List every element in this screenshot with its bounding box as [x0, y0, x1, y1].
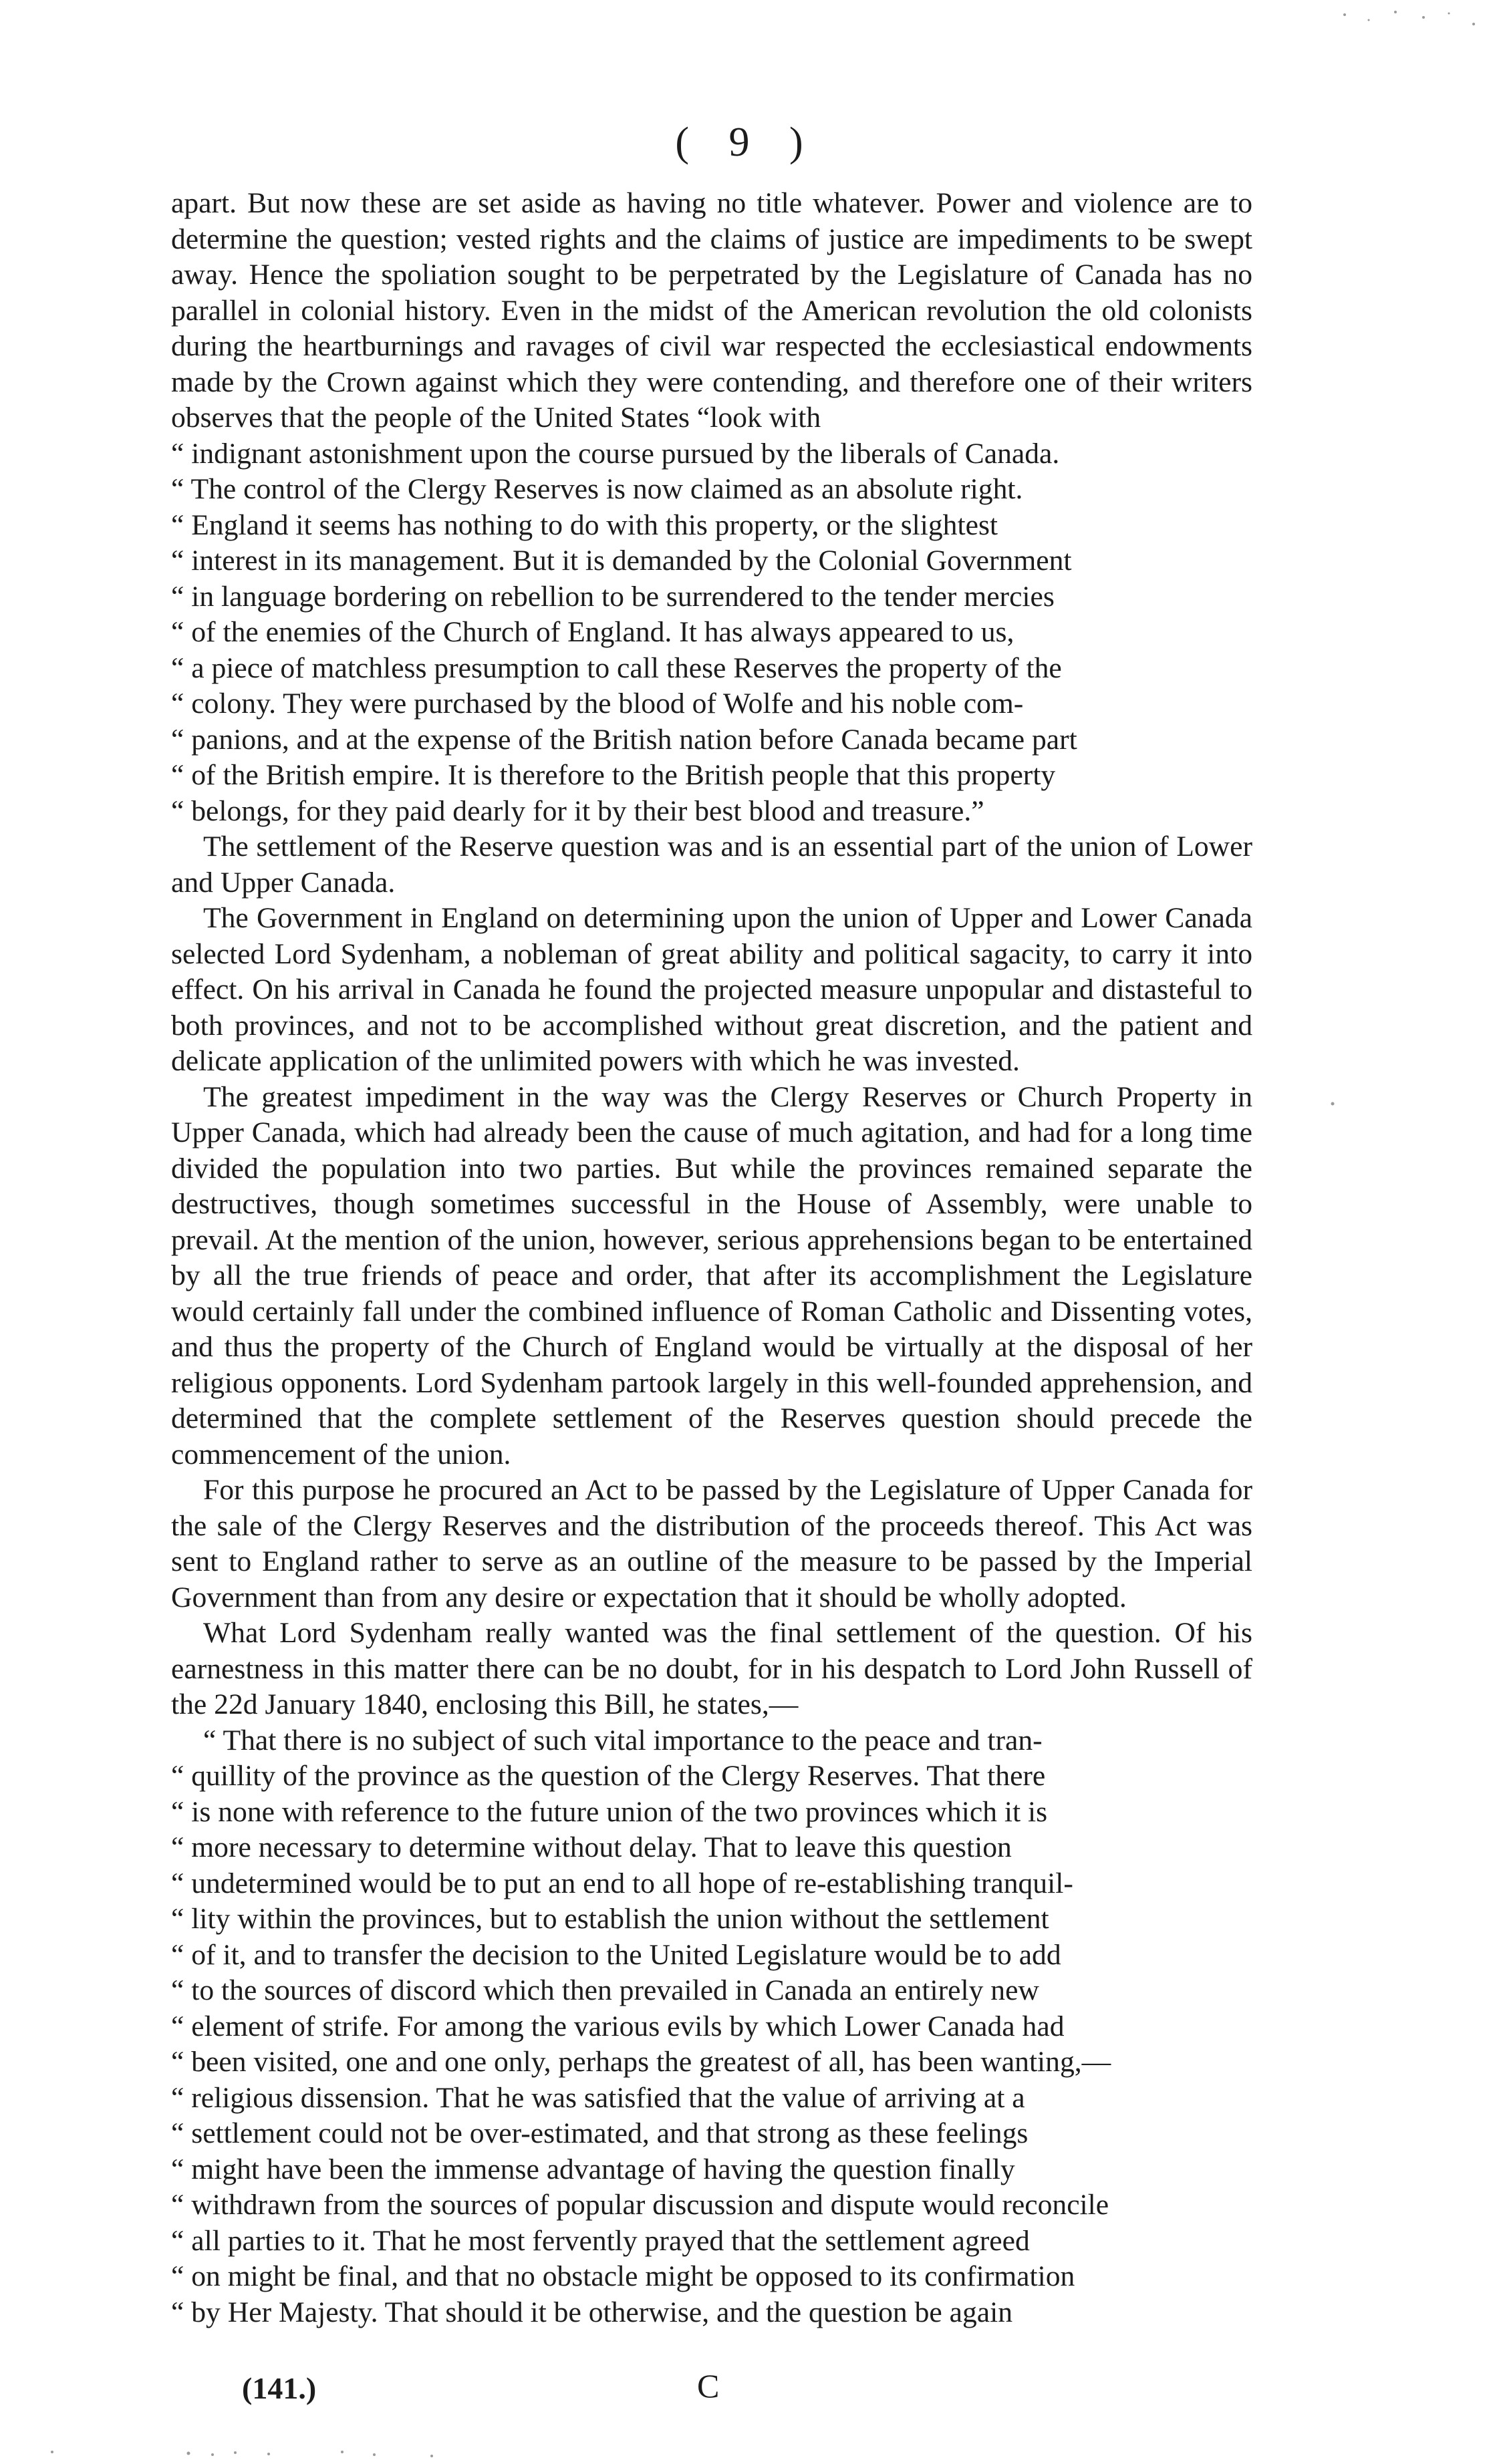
quote-line: “ been visited, one and one only, perhaps the greatest of all, has been wanting,—: [171, 2046, 1111, 2078]
quote-line: “ interest in its management. But it is demanded by the Colonial Government: [171, 545, 1072, 577]
quote-line: “ religious dissension. That he was satisfied that the value of arriving at a: [171, 2081, 1025, 2114]
quote-line: “ belongs, for they paid dearly for it by their best blood and treasure.”: [171, 794, 984, 827]
quote-line: “ colony. They were purchased by the blood of Wolfe and his noble com-: [171, 687, 1024, 720]
quote-line: “ panions, and at the expense of the British nation before Canada became part: [171, 723, 1077, 756]
paragraph-6: What Lord Sydenham really wanted was the final settlement of the question. Of his earnestness in this matter there can be no doubt, for in his despatch to Lord John Russell of the 22d January 1840, enclosing this Bill, he states,—: [171, 1617, 1252, 1720]
quote-line: “ of it, and to transfer the decision to the United Legislature would be to add: [171, 1938, 1061, 1971]
quote-line: “ in language bordering on rebellion to be surrendered to the tender mercies: [171, 580, 1055, 613]
page-number: ( 9 ): [675, 120, 818, 165]
quote-line: “ might have been the immense advantage of having the question finally: [171, 2153, 1015, 2185]
quote-line: “ lity within the provinces, but to establish the union without the settlement: [171, 1903, 1049, 1935]
quote-line: “ England it seems has nothing to do with this property, or the slightest: [171, 508, 998, 541]
quote-line: “ more necessary to determine without delay. That to leave this question: [171, 1831, 1012, 1863]
paragraph-4: The greatest impediment in the way was the Clergy Reserves or Church Property in Upper Canada, which had already been the cause of much agitation, and had for a long time divided the population into two parties. But while the provinces remained separate the destructives, though sometimes successful in the House of Assembly, were unable to prevail. At the mention of the union, however, serious apprehensions began to be entertained by all the true friends of peace and order, that after its accomplishment the Legislature would certainly fall under the combined influence of Roman Catholic and Dissenting votes, and thus the property of the Church of England would be virtually at the disposal of her religious opponents. Lord Sydenham partook largely in this well-founded apprehension, and determined that the complete settlement of the Reserves question should precede the commencement of the union.: [171, 1080, 1252, 1471]
footer-number: (141.): [242, 2371, 317, 2405]
quote-1-opening: “look with: [696, 402, 821, 434]
quote-line: “ on might be final, and that no obstacle might be opposed to its confirmation: [171, 2260, 1075, 2292]
quote-line: “ by Her Majesty. That should it be otherwise, and the question be again: [171, 2296, 1013, 2328]
signature-mark: C: [697, 2367, 720, 2405]
paragraph-3: The Government in England on determining upon the union of Upper and Lower Canada selected Lord Sydenham, a nobleman of great ability and political sagacity, to carry it into effect. On his arrival in Canada he found the projected measure unpopular and distasteful to both provinces, and not to be accomplished without great discretion, and the patient and delicate application of the unlimited powers with which he was invested.: [171, 902, 1252, 1077]
quote-line: “ of the enemies of the Church of England. It has always appeared to us,: [171, 616, 1014, 648]
quote-line: “ of the British empire. It is therefore to the British people that this property: [171, 759, 1056, 791]
quote-line: “ indignant astonishment upon the course pursued by the liberals of Canada.: [171, 437, 1060, 470]
quote-line: “ quillity of the province as the question of the Clergy Reserves. That there: [171, 1760, 1046, 1792]
quote-line: “ withdrawn from the sources of popular discussion and dispute would reconcile: [171, 2189, 1109, 2221]
paragraph-5: For this purpose he procured an Act to be passed by the Legislature of Upper Canada for the sale of the Clergy Reserves and the distribution of the proceeds thereof. This Act was sent to England rather to serve as an outline of the measure to be passed by the Imperial Government than from any desire or expectation that it should be wholly adopted.: [171, 1474, 1252, 1613]
quote-line: “ all parties to it. That he most fervently prayed that the settlement agreed: [171, 2224, 1030, 2257]
quote-line: “ element of strife. For among the various evils by which Lower Canada had: [171, 2010, 1065, 2042]
quote-line: “ That there is no subject of such vital importance to the peace and tran-: [203, 1724, 1043, 1756]
quote-line: “ settlement could not be over-estimated, and that strong as these feelings: [171, 2117, 1029, 2149]
quote-line: “ The control of the Clergy Reserves is now claimed as an absolute right.: [171, 473, 1023, 505]
quote-line: “ a piece of matchless presumption to call these Reserves the property of the: [171, 651, 1062, 684]
quote-line: “ is none with reference to the future union of the two provinces which it is: [171, 1795, 1048, 1828]
paragraph-2: The settlement of the Reserve question was and is an essential part of the union of Lower and Upper Canada.: [171, 830, 1252, 899]
paragraph-1-text: apart. But now these are set aside as having no title whatever. Power and violence are to determine the question; vested rights and the claims of justice are impediments to be swept away. Hence the spoliation sought to be perpetrated by the Legislature of Canada has no parallel in colonial history. Even in the midst of the American revolution the old colonists during the heartburnings and ravages of civil war respected the ecclesiastical endowments made by the Crown against which they were contending, and therefore one of their writers observes that the people of the United States: [171, 187, 1252, 434]
quote-line: “ to the sources of discord which then prevailed in Canada an entirely new: [171, 1974, 1039, 2006]
quote-line: “ undetermined would be to put an end to all hope of re-establishing tranquil-: [171, 1867, 1073, 1899]
